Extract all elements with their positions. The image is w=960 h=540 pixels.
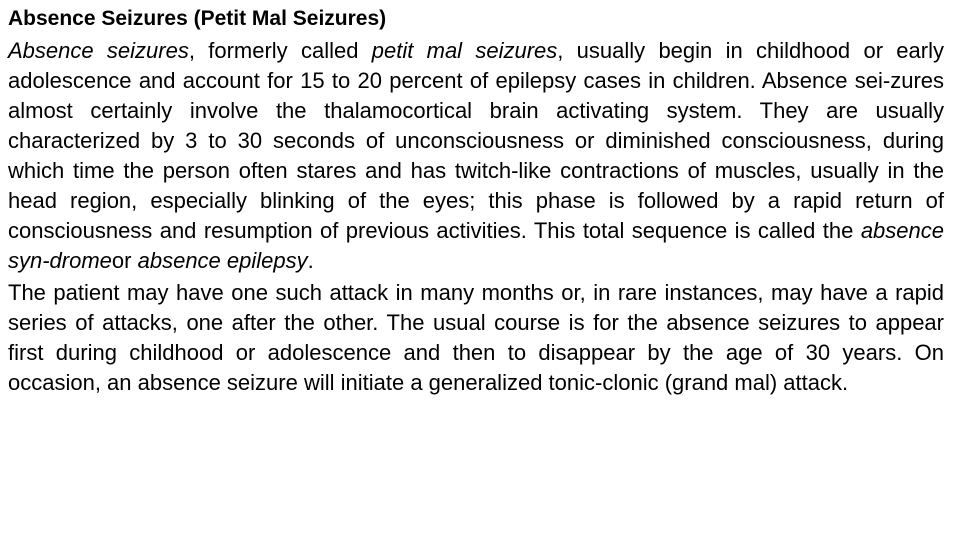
paragraph-text: . [307,248,314,273]
paragraph-course: The patient may have one such attack in many months or, in rare instances, may have a rapid series of attacks, one after the other. The usual course is for the absence seizures to appear first during childhood or adolescence and then to disappear by the age of 30 years. On occasion, an absence seizure will initiate a generalized tonic-clonic (grand mal) attack. [8,280,944,395]
page-title: Absence Seizures (Petit Mal Seizures) [8,7,387,30]
paragraph-text: , formerly called [188,38,372,63]
paragraph-absence-definition [8,36,944,276]
term-absence-seizures: Absence seizures [8,38,189,63]
term-petit-mal-seizures: petit mal seizures [371,38,558,63]
term-absence-epilepsy: absence epilepsy [137,248,308,273]
paragraph-text: or [111,248,138,273]
term-absence-syndrome: absence syn-drome [8,218,944,273]
paragraph-text: , usually begin in childhood or early adolescence and account for 15 to 20 percent of epilepsy cases in children. Absence sei-zures almost certainly involve the thalamocortical brain activating system. They are usually characterized by 3 to 30 seconds of unconsciousness or diminished consciousness, during which time the person often stares and has twitch-like contractions of muscles, usually in the head region, especially blinking of the eyes; this phase is followed by a rapid return of consciousness and resumption of previous activities. This total sequence is called the [8,38,944,243]
